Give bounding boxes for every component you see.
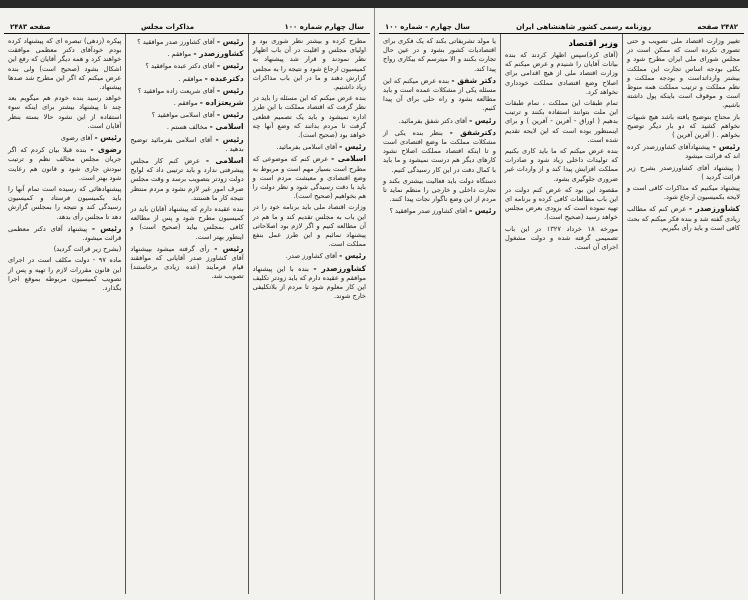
paragraph-text: موافقم . bbox=[173, 99, 198, 108]
speaker-name: کشاورزصدر - bbox=[193, 49, 244, 59]
speaker-name: رئیس - bbox=[339, 142, 366, 152]
paragraph bbox=[130, 37, 243, 47]
speaker-name: رئیس - bbox=[339, 251, 366, 261]
paragraph bbox=[8, 224, 121, 243]
speaker-name: رئیس - bbox=[215, 134, 244, 144]
paragraph bbox=[383, 76, 496, 114]
paragraph-text: آقای کشاورز صدر. bbox=[285, 252, 338, 261]
paragraph bbox=[505, 186, 618, 223]
page-number: ۲۴۸۲ صفحه bbox=[697, 22, 738, 31]
paragraph bbox=[505, 225, 618, 253]
speaker-name: دکتر شفق - bbox=[451, 75, 496, 85]
speaker-name: رئیس - bbox=[216, 110, 244, 120]
newspaper-spread bbox=[0, 8, 748, 600]
paragraph bbox=[130, 205, 243, 242]
speaker-name: اسلامی - bbox=[209, 122, 244, 132]
section-title: مذاکرات مجلس bbox=[140, 22, 195, 31]
paragraph-text: بنظر بنده یکی از مشکلات مملکت ما وضع اقتصادی است و تا اینکه اقتصاد مملکت اصلاح نشود کارهای دیگر هم درست نمیشود و ما باید با کمال دقت در این کار رسیدگی کنیم. bbox=[383, 128, 496, 174]
paragraph bbox=[253, 37, 366, 92]
text-column bbox=[125, 34, 247, 594]
paragraph-text: ( پیشنهاد آقای کشاورزصدر بشرح زیر قرائت گردید ) bbox=[627, 163, 740, 181]
paragraph-text: تمام طبقات این مملکت ، تمام طبقات این ملت بتوانند استفاده بکنند و ترتیب بدهیم ( اوراق - آفرین - آفرین ) و برای اینمنظور بوده است که این لایحه تقدیم شده است. bbox=[505, 99, 618, 144]
right-page-header bbox=[379, 22, 744, 34]
speaker-name: رئیس - bbox=[91, 223, 122, 233]
paragraph bbox=[8, 256, 121, 293]
paragraph bbox=[130, 135, 243, 154]
paragraph bbox=[505, 99, 618, 145]
speaker-name: اسلامی - bbox=[205, 156, 244, 166]
paragraph-text: مطرح کرده و بیشتر نظر شوری بود و اولیای مجلس و اقلیت در آن باب اظهار نظر نمودند و قرار شد پیشنهاد به کمیسیون ارجاع شود و نتیجه را به مجلس گزارش دهند و ما در این باب مذاکرات زیاد داشتیم. bbox=[252, 37, 366, 92]
paragraph bbox=[627, 113, 740, 141]
paragraph-text: آقای اسلامی موافقید ؟ bbox=[151, 111, 215, 120]
paragraph-text: یا مولد تشریفاتی بکند که یک فکری برای اقتصادیات کشور بشود و در عین حال تجارت بکنند و الا میترسم که بیکاری رواج پیدا کند. bbox=[383, 37, 496, 73]
speaker-name: کشاورزصدر - bbox=[313, 263, 366, 273]
paragraph bbox=[627, 142, 740, 161]
newspaper-title: روزنامه رسمی کشور شاهنشاهی ایران bbox=[516, 22, 652, 31]
paragraph bbox=[130, 98, 243, 108]
paragraph bbox=[130, 122, 243, 132]
paragraph-text: موافقم . bbox=[167, 50, 192, 59]
paragraph-text: (آقای کرد)سپس اظهار کردند که بنده بیانات آقایان را شنیدم و عرض میکنم که وزارت اقتصاد ملی از هیچ اقدامی برای اصلاح وضع اقتصادی مملکت خودداری نخواهد کرد. bbox=[505, 51, 618, 96]
paragraph-text: (بشرح زیر قرائت گردید) bbox=[53, 245, 122, 254]
text-column bbox=[500, 34, 622, 594]
speaker-name: رئیس - bbox=[216, 61, 244, 71]
paragraph-text: موافقم . bbox=[178, 74, 203, 83]
speaker-name: رئیس - bbox=[214, 243, 244, 253]
paragraph bbox=[253, 94, 366, 140]
paragraph-text: آقای شریعت زاده موافقید ؟ bbox=[137, 86, 215, 95]
paragraph-text: بنده عرض میکنم که ما باید کاری بکنیم که تولیدات داخلی زیاد شود و صادرات مملکت افزایش پیدا کند و از واردات غیر ضروری جلوگیری بشود. bbox=[505, 147, 618, 183]
speaker-name: رئیس - bbox=[94, 133, 122, 143]
paragraph bbox=[505, 51, 618, 97]
paragraph bbox=[130, 244, 243, 282]
speaker-name: دکترشفق - bbox=[449, 127, 496, 137]
paragraph-text: آقای دکتر شفق بفرمائید. bbox=[398, 116, 468, 125]
paragraph bbox=[130, 61, 243, 71]
paragraph-text: آقای کشاورز صدر موافقید ؟ bbox=[389, 207, 468, 216]
paragraph-text: پیشنهادهائی که رسیده است تمام آنها را باید بکمیسیون فرستاد و کمیسیون رسیدگی کند و نتیجه را بمجلس گزارش دهد تا مجلس رأی بدهد. bbox=[8, 185, 122, 221]
paragraph-text: پیشنهاد آقای دکتر معظمی قرائت میشود. bbox=[8, 224, 122, 243]
paragraph bbox=[383, 116, 496, 126]
paragraph-text: بنده قبلا بیان کردم که اگر جریان مجلس مخالف نظم و ترتیب نبودش جاری شود و قانون هم رعایت شود بهتر است. bbox=[8, 146, 122, 182]
right-page bbox=[374, 8, 748, 600]
issue-label: سال چهارم - شماره ۱۰۰ bbox=[385, 22, 470, 31]
left-page-columns bbox=[4, 34, 370, 594]
paragraph bbox=[253, 203, 366, 249]
speaker-name: شریعتزاده - bbox=[199, 98, 244, 108]
paragraph-text: بنده عرض میکنم که این مسئله را باید در نظر گرفت که اقتصاد مملکت با این طرز اداره نمیشود و باید یک تصمیم قطعی گرفت تا مردم بدانند که وضع آنها چه خواهد بود (صحیح است). bbox=[252, 94, 366, 140]
speaker-name: رئیس - bbox=[216, 85, 244, 95]
speaker-name: رئیس - bbox=[469, 206, 496, 216]
paragraph bbox=[627, 184, 740, 202]
paragraph bbox=[8, 245, 121, 254]
paragraph-text: آقای اسلامی بفرمائید توضیح بدهید . bbox=[130, 135, 244, 153]
paragraph-text: پیشنهادآقای کشاورزصدر کرده اند که قرائت میشود bbox=[627, 143, 740, 161]
text-column bbox=[622, 34, 744, 594]
paragraph-text: آقای دکتر عبده موافقید ؟ bbox=[145, 62, 215, 71]
paragraph-text: بنده با این پیشنهاد موافقم و عقیده دارم که باید زودتر تکلیف این کار معلوم شود تا مردم از بلاتکلیفی خارج شوند. bbox=[252, 264, 366, 301]
paragraph-text: آقای اسلامی بفرمائید. bbox=[276, 143, 338, 152]
paragraph bbox=[383, 177, 496, 205]
left-page bbox=[0, 8, 374, 600]
paragraph-text: عرض کنم که مطالب زیادی گفته شد و بنده فکر میکنم که بحث کافی است و باید رأی بگیریم. bbox=[627, 205, 740, 232]
paragraph bbox=[253, 154, 366, 201]
paragraph-text: وزارت اقتصاد ملی باید برنامه خود را در این باب به مجلس تقدیم کند و ما هم در آن مطالعه کنیم و اگر لازم بود اصلاحاتی پیشنهاد نمائیم و این طرز عمل بنفع مملکت است. bbox=[252, 203, 366, 249]
paragraph-text: عرض کنم که موضوعی که مطرح است بسیار مهم است و مربوط به وضع اقتصادی و معیشت مردم است و باید با دقت رسیدگی شود و نظر دولت را هم بخواهیم (صحیح است). bbox=[252, 155, 366, 201]
speaker-name: کشاورزصدر - bbox=[689, 204, 740, 214]
paragraph bbox=[130, 49, 243, 59]
page-number: صفحه ۲۴۸۳ bbox=[10, 22, 51, 31]
speaker-name: اسلامی - bbox=[331, 154, 366, 164]
paragraph-text: مقصود این بود که عرض کنم دولت در این باب مطالعات کافی کرده و برنامه ای تهیه نموده است که بزودی بعرض مجلس خواهد رسید (صحیح است). bbox=[505, 185, 618, 222]
paragraph-text: خواهد رسید بنده خودم هم میگویم بعد چند تا پیشنهاد بیشتر برای اینکه سوء استفاده از این نشود حالا بسته بنظر آقایان است. bbox=[8, 94, 122, 130]
paragraph-text: رأی گرفته میشود بپیشنهاد آقای کشاورز صدر آقایانی که موافقند قیام فرمایند (عده زیادی برخاستند) تصویب شد. bbox=[130, 244, 244, 281]
paragraph bbox=[505, 147, 618, 184]
speaker-name: رئیس - bbox=[216, 37, 244, 46]
speaker-name: رضوی - bbox=[90, 145, 122, 155]
paragraph-text: باز محتاج بتوضیح یافته باشد هیچ شبهات نخواهم کشید که دو بار دیگر توضیح بخواهم . ( آفرین آفرین ) bbox=[627, 112, 740, 140]
paragraph bbox=[383, 37, 496, 74]
paragraph bbox=[253, 264, 366, 302]
speaker-name: دکترعبده - bbox=[204, 73, 244, 83]
paragraph bbox=[8, 94, 121, 131]
paragraph-text: بنده عرض میکنم که این مسئله یکی از مشکلات عمده است و باید مطالعه بشود و راه حلی برای آن پیدا کنیم. bbox=[383, 76, 496, 113]
text-column bbox=[379, 34, 500, 594]
paragraph bbox=[383, 206, 496, 216]
text-column bbox=[4, 34, 125, 594]
paragraph bbox=[253, 142, 366, 152]
paragraph-text: مخالف هستم . bbox=[166, 123, 208, 132]
paragraph bbox=[8, 133, 121, 143]
text-column bbox=[248, 34, 370, 594]
paragraph-text: پیشنهاد میکنیم که مذاکرات کافی است و لایحه بکمیسیون ارجاع شود. bbox=[627, 184, 740, 202]
paragraph-text: عرض کنم کار مجلس پیشرفتی ندارد و باید ترتیبی داد که لوایح دولت زودتر بتصویب برسد و وقت مجلس صرف امور غیر لازم نشود و مردم منتظر نتیجه کار ما هستند. bbox=[130, 157, 244, 202]
paragraph bbox=[8, 37, 121, 92]
left-page-header bbox=[4, 22, 370, 34]
right-page-columns bbox=[379, 34, 744, 594]
paragraph bbox=[627, 204, 740, 233]
paragraph-text: بنده عقیده دارم که پیشنهاد آقایان باید در کمیسیون مطرح شود و پس از مطالعه کافی بمجلس بیاید (صحیح است) و اینطور بهتر است. bbox=[130, 205, 244, 241]
paragraph-text: ماده ۹۷ - دولت مکلف است در اجرای این قانون مقررات لازم را تهیه و پس از تصویب کمیسیون مربوطه بموقع اجرا بگذارد. bbox=[8, 256, 122, 293]
paragraph bbox=[253, 251, 366, 261]
paragraph-text: آقای کشاورز صدر موافقید ؟ bbox=[137, 38, 215, 46]
paragraph bbox=[130, 74, 243, 84]
paragraph bbox=[627, 37, 740, 111]
issue-label: سال چهارم شماره ۱۰۰ bbox=[284, 22, 364, 31]
paragraph-text: دستگاه دولت باید فعالیت بیشتری بکند و تجارت داخلی و خارجی را منظم نماید تا مردم از این وضع ناگوار نجات پیدا کنند. bbox=[383, 176, 496, 204]
paragraph bbox=[383, 128, 496, 175]
paragraph-text: تغییر وزارت اقتصاد ملی تصویب و حتی تصوری نکرده است که ممکن است در مجلس شورای ملی ایران مطرح شود و بکلی بودجه اساس تجارت این مملکت بیشتر وارداتداست و بودجه مملکت و نظم مملکت و ترتیب مملکت همه منوط است و موقوف است باینکه پول داشته باشیم. bbox=[627, 37, 740, 110]
paragraph bbox=[130, 110, 243, 120]
paragraph bbox=[130, 156, 243, 203]
paragraph-text: آقای رضوی bbox=[60, 134, 93, 143]
article-heading: وزیر اقتصاد bbox=[568, 39, 618, 49]
paragraph bbox=[8, 145, 121, 183]
paragraph bbox=[8, 185, 121, 222]
paragraph-text: مورخه ۱۸ خرداد ۱۳۲۷ در این باب تصمیمی گرفته شده و دولت مشغول اجرای آن است. bbox=[505, 224, 618, 252]
speaker-name: رئیس - bbox=[469, 115, 496, 125]
paragraph bbox=[627, 164, 740, 182]
paragraph bbox=[130, 86, 243, 96]
paragraph-text: پیکره (زدهی) تبصره ای که پیشنهاد کرده بودم خودآقای دکتر معظمی موافقت خواهند کرد و همه دیگر آقایان که رفع این اشکال بشود (صحیح است) ولی بنده عرض میکنم که اگر این مطرح شد صدها پیشنهاد. bbox=[8, 37, 122, 92]
speaker-name: رئیس - bbox=[712, 142, 740, 152]
